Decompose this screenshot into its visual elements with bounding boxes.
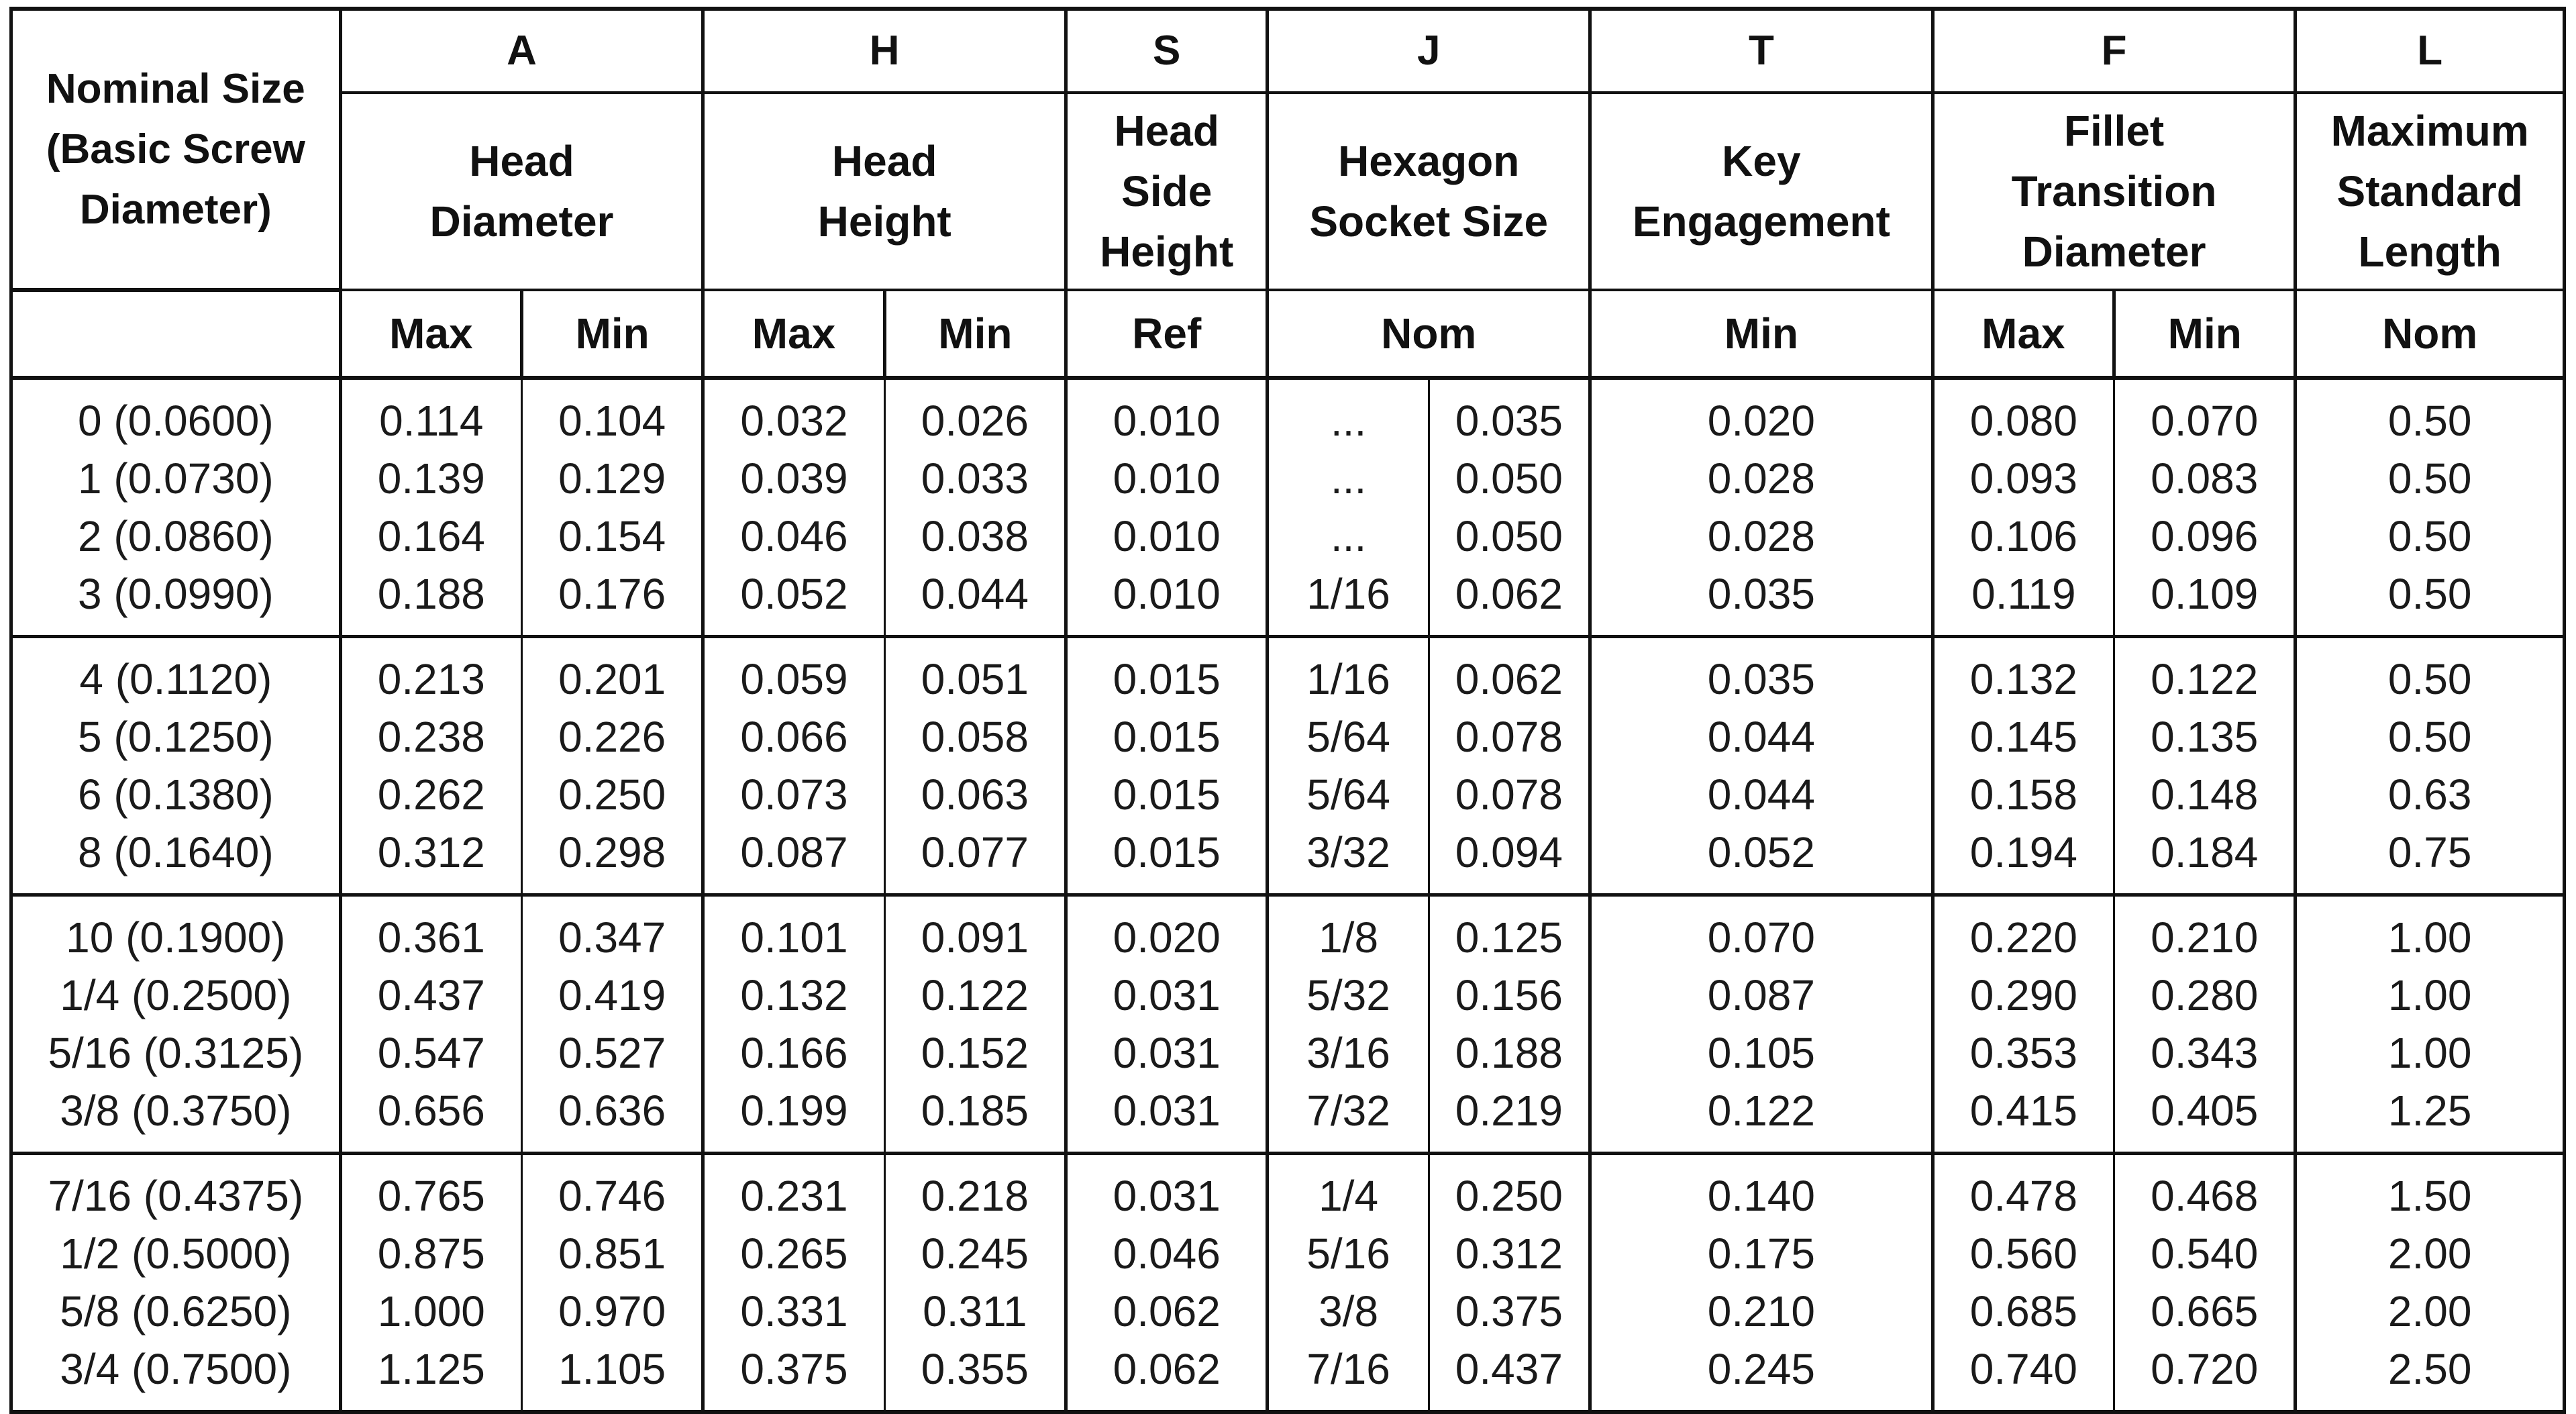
- cell-l-nom: 1.00: [2296, 895, 2565, 967]
- cell-a-max: 0.875: [340, 1225, 521, 1282]
- cell-a-min: 0.129: [521, 450, 703, 507]
- cell-l-nom: 1.00: [2296, 1024, 2565, 1082]
- cell-j-nom: 0.078: [1429, 766, 1590, 823]
- cell-t-min: 0.140: [1590, 1154, 1933, 1225]
- table-row: [11, 823, 2565, 895]
- cell-t-min: 0.028: [1590, 507, 1933, 565]
- table-row: [11, 450, 2565, 507]
- cell-j-fraction: 5/16: [1268, 1225, 1429, 1282]
- cell-s-ref: 0.020: [1066, 895, 1268, 967]
- table-row: [11, 1082, 2565, 1154]
- table-row: [11, 637, 2565, 709]
- cell-a-max: 0.213: [340, 637, 521, 709]
- cell-f-max: 0.080: [1933, 378, 2114, 450]
- cell-h-max: 0.199: [703, 1082, 884, 1154]
- col-letter-t: T: [1590, 9, 1933, 93]
- table-row: [11, 507, 2565, 565]
- col-desc-text: Head Diameter: [429, 137, 614, 246]
- cell-a-max: 0.164: [340, 507, 521, 565]
- cell-f-max: 0.093: [1933, 450, 2114, 507]
- cell-l-nom: 0.75: [2296, 823, 2565, 895]
- cell-l-nom: 0.50: [2296, 637, 2565, 709]
- cell-j-nom: 0.050: [1429, 450, 1590, 507]
- cell-h-min: 0.185: [884, 1082, 1066, 1154]
- cell-a-min: 0.636: [521, 1082, 703, 1154]
- header-description-row: [11, 93, 2565, 290]
- cell-h-min: 0.355: [884, 1340, 1066, 1412]
- table-row: [11, 1340, 2565, 1412]
- cell-h-max: 0.101: [703, 895, 884, 967]
- sub-j-nom: Nom: [1268, 290, 1590, 378]
- cell-f-min: 0.083: [2114, 450, 2296, 507]
- cell-nominal-size: 10 (0.1900): [11, 895, 341, 967]
- cell-j-nom: 0.219: [1429, 1082, 1590, 1154]
- col-letter-j: J: [1268, 9, 1590, 93]
- col-desc-maximum-standard-length: [2296, 93, 2565, 290]
- cell-l-nom: 2.00: [2296, 1225, 2565, 1282]
- cell-j-fraction: 1/4: [1268, 1154, 1429, 1225]
- cell-f-max: 0.132: [1933, 637, 2114, 709]
- cell-l-nom: 2.50: [2296, 1340, 2565, 1412]
- cell-l-nom: 1.25: [2296, 1082, 2565, 1154]
- cell-s-ref: 0.015: [1066, 766, 1268, 823]
- cell-j-fraction: 7/16: [1268, 1340, 1429, 1412]
- col-desc-fillet-transition-diameter: [1933, 93, 2296, 290]
- cell-a-min: 0.419: [521, 966, 703, 1024]
- cell-h-max: 0.052: [703, 565, 884, 637]
- cell-f-max: 0.353: [1933, 1024, 2114, 1082]
- cell-h-max: 0.265: [703, 1225, 884, 1282]
- cell-a-max: 1.000: [340, 1282, 521, 1340]
- cell-nominal-size: 7/16 (0.4375): [11, 1154, 341, 1225]
- cell-f-max: 0.685: [1933, 1282, 2114, 1340]
- cell-h-min: 0.122: [884, 966, 1066, 1024]
- cell-f-max: 0.119: [1933, 565, 2114, 637]
- cell-nominal-size: 5 (0.1250): [11, 708, 341, 766]
- cell-f-min: 0.184: [2114, 823, 2296, 895]
- col-desc-hexagon-socket-size: [1268, 93, 1590, 290]
- cell-a-max: 0.361: [340, 895, 521, 967]
- cell-h-max: 0.375: [703, 1340, 884, 1412]
- cell-t-min: 0.122: [1590, 1082, 1933, 1154]
- cell-f-min: 0.109: [2114, 565, 2296, 637]
- cell-t-min: 0.245: [1590, 1340, 1933, 1412]
- cell-h-max: 0.059: [703, 637, 884, 709]
- col-desc-text: Hexagon Socket Size: [1309, 137, 1549, 246]
- cell-s-ref: 0.031: [1066, 1024, 1268, 1082]
- cell-j-fraction: 5/64: [1268, 708, 1429, 766]
- cell-t-min: 0.044: [1590, 766, 1933, 823]
- table-body: [11, 378, 2565, 1412]
- cell-a-min: 0.746: [521, 1154, 703, 1225]
- cell-f-min: 0.122: [2114, 637, 2296, 709]
- cell-j-nom: 0.125: [1429, 895, 1590, 967]
- cell-nominal-size: 3/8 (0.3750): [11, 1082, 341, 1154]
- table-row: [11, 1225, 2565, 1282]
- cell-t-min: 0.210: [1590, 1282, 1933, 1340]
- cell-a-max: 0.765: [340, 1154, 521, 1225]
- cell-j-nom: 0.078: [1429, 708, 1590, 766]
- cell-j-fraction: 5/64: [1268, 766, 1429, 823]
- cell-h-max: 0.132: [703, 966, 884, 1024]
- cell-h-max: 0.231: [703, 1154, 884, 1225]
- sub-s-ref: Ref: [1066, 290, 1268, 378]
- cell-a-min: 0.250: [521, 766, 703, 823]
- cell-a-min: 0.851: [521, 1225, 703, 1282]
- col-desc-text: Key Engagement: [1632, 137, 1890, 246]
- cell-a-min: 1.105: [521, 1340, 703, 1412]
- cell-h-max: 0.331: [703, 1282, 884, 1340]
- cell-j-fraction: 1/8: [1268, 895, 1429, 967]
- cell-f-min: 0.210: [2114, 895, 2296, 967]
- cell-s-ref: 0.015: [1066, 708, 1268, 766]
- cell-j-nom: 0.437: [1429, 1340, 1590, 1412]
- cell-h-max: 0.066: [703, 708, 884, 766]
- table-row: [11, 1282, 2565, 1340]
- nominal-size-header: [11, 9, 341, 290]
- cell-f-min: 0.070: [2114, 378, 2296, 450]
- cell-s-ref: 0.010: [1066, 378, 1268, 450]
- cell-f-min: 0.096: [2114, 507, 2296, 565]
- cell-l-nom: 0.50: [2296, 507, 2565, 565]
- cell-f-min: 0.148: [2114, 766, 2296, 823]
- cell-j-nom: 0.156: [1429, 966, 1590, 1024]
- sub-l-nom: Nom: [2296, 290, 2565, 378]
- cell-s-ref: 0.015: [1066, 637, 1268, 709]
- cell-t-min: 0.175: [1590, 1225, 1933, 1282]
- cell-a-min: 0.201: [521, 637, 703, 709]
- col-desc-key-engagement: [1590, 93, 1933, 290]
- cell-j-fraction: 5/32: [1268, 966, 1429, 1024]
- cell-s-ref: 0.062: [1066, 1282, 1268, 1340]
- cell-f-min: 0.135: [2114, 708, 2296, 766]
- cell-j-nom: 0.312: [1429, 1225, 1590, 1282]
- cell-a-min: 0.154: [521, 507, 703, 565]
- cell-l-nom: 1.00: [2296, 966, 2565, 1024]
- cell-h-min: 0.033: [884, 450, 1066, 507]
- cell-j-nom: 0.094: [1429, 823, 1590, 895]
- nominal-size-header-spacer: [11, 290, 341, 378]
- cell-f-max: 0.220: [1933, 895, 2114, 967]
- cell-t-min: 0.044: [1590, 708, 1933, 766]
- cell-s-ref: 0.031: [1066, 1154, 1268, 1225]
- cell-f-max: 0.290: [1933, 966, 2114, 1024]
- cell-l-nom: 0.50: [2296, 378, 2565, 450]
- cell-h-min: 0.026: [884, 378, 1066, 450]
- col-desc-text: Maximum Standard Length: [2330, 107, 2529, 276]
- sub-a-max: Max: [340, 290, 521, 378]
- cell-j-fraction: 3/16: [1268, 1024, 1429, 1082]
- cell-s-ref: 0.015: [1066, 823, 1268, 895]
- cell-nominal-size: 3/4 (0.7500): [11, 1340, 341, 1412]
- cell-j-fraction: ...: [1268, 507, 1429, 565]
- cell-l-nom: 0.50: [2296, 450, 2565, 507]
- cell-j-fraction: 3/32: [1268, 823, 1429, 895]
- cell-a-min: 0.347: [521, 895, 703, 967]
- cell-j-nom: 0.050: [1429, 507, 1590, 565]
- table-row: [11, 1024, 2565, 1082]
- cell-a-max: 0.547: [340, 1024, 521, 1082]
- cell-a-min: 0.104: [521, 378, 703, 450]
- sub-f-max: Max: [1933, 290, 2114, 378]
- cell-f-max: 0.560: [1933, 1225, 2114, 1282]
- col-letter-h: H: [703, 9, 1066, 93]
- cell-s-ref: 0.031: [1066, 1082, 1268, 1154]
- cell-nominal-size: 4 (0.1120): [11, 637, 341, 709]
- cell-j-nom: 0.035: [1429, 378, 1590, 450]
- cell-a-max: 0.312: [340, 823, 521, 895]
- cell-f-max: 0.415: [1933, 1082, 2114, 1154]
- cell-h-min: 0.311: [884, 1282, 1066, 1340]
- cell-h-max: 0.087: [703, 823, 884, 895]
- cell-a-max: 0.656: [340, 1082, 521, 1154]
- table-row: [11, 895, 2565, 967]
- cell-l-nom: 0.63: [2296, 766, 2565, 823]
- cell-nominal-size: 2 (0.0860): [11, 507, 341, 565]
- cell-a-min: 0.527: [521, 1024, 703, 1082]
- cell-l-nom: 1.50: [2296, 1154, 2565, 1225]
- cell-h-min: 0.044: [884, 565, 1066, 637]
- cell-h-min: 0.091: [884, 895, 1066, 967]
- cell-s-ref: 0.046: [1066, 1225, 1268, 1282]
- cell-a-max: 0.262: [340, 766, 521, 823]
- table-row: [11, 378, 2565, 450]
- table-row: [11, 766, 2565, 823]
- cell-s-ref: 0.010: [1066, 565, 1268, 637]
- cell-h-max: 0.032: [703, 378, 884, 450]
- cell-f-max: 0.478: [1933, 1154, 2114, 1225]
- header-subheader-row: [11, 290, 2565, 378]
- cell-f-max: 0.158: [1933, 766, 2114, 823]
- cell-s-ref: 0.031: [1066, 966, 1268, 1024]
- cell-a-max: 0.188: [340, 565, 521, 637]
- cell-h-min: 0.058: [884, 708, 1066, 766]
- table-row: [11, 708, 2565, 766]
- cell-j-nom: 0.188: [1429, 1024, 1590, 1082]
- cell-s-ref: 0.010: [1066, 507, 1268, 565]
- cell-t-min: 0.087: [1590, 966, 1933, 1024]
- cell-nominal-size: 0 (0.0600): [11, 378, 341, 450]
- cell-t-min: 0.035: [1590, 637, 1933, 709]
- cell-j-fraction: ...: [1268, 378, 1429, 450]
- cell-l-nom: 2.00: [2296, 1282, 2565, 1340]
- cell-f-min: 0.468: [2114, 1154, 2296, 1225]
- cell-j-nom: 0.062: [1429, 637, 1590, 709]
- cell-nominal-size: 5/8 (0.6250): [11, 1282, 341, 1340]
- cell-t-min: 0.105: [1590, 1024, 1933, 1082]
- cell-a-min: 0.970: [521, 1282, 703, 1340]
- cell-h-min: 0.077: [884, 823, 1066, 895]
- cell-a-min: 0.298: [521, 823, 703, 895]
- cell-s-ref: 0.010: [1066, 450, 1268, 507]
- col-letter-a: A: [340, 9, 703, 93]
- cell-h-min: 0.218: [884, 1154, 1066, 1225]
- cell-h-min: 0.063: [884, 766, 1066, 823]
- col-desc-head-side-height: [1066, 93, 1268, 290]
- cell-f-max: 0.194: [1933, 823, 2114, 895]
- header-letter-row: [11, 9, 2565, 93]
- cell-h-min: 0.038: [884, 507, 1066, 565]
- cell-f-min: 0.280: [2114, 966, 2296, 1024]
- col-letter-s: S: [1066, 9, 1268, 93]
- cell-a-max: 1.125: [340, 1340, 521, 1412]
- cell-t-min: 0.035: [1590, 565, 1933, 637]
- col-letter-f: F: [1933, 9, 2296, 93]
- cell-nominal-size: 1 (0.0730): [11, 450, 341, 507]
- cell-f-min: 0.720: [2114, 1340, 2296, 1412]
- col-desc-text: Head Height: [817, 137, 951, 246]
- cell-l-nom: 0.50: [2296, 708, 2565, 766]
- cell-f-max: 0.740: [1933, 1340, 2114, 1412]
- cell-s-ref: 0.062: [1066, 1340, 1268, 1412]
- cell-j-fraction: 7/32: [1268, 1082, 1429, 1154]
- cell-t-min: 0.070: [1590, 895, 1933, 967]
- cell-f-min: 0.665: [2114, 1282, 2296, 1340]
- dimension-table-container: [9, 7, 2566, 1414]
- cell-nominal-size: 8 (0.1640): [11, 823, 341, 895]
- cell-h-max: 0.073: [703, 766, 884, 823]
- sub-a-min: Min: [521, 290, 703, 378]
- sub-f-min: Min: [2114, 290, 2296, 378]
- col-desc-text: Fillet Transition Diameter: [2011, 107, 2217, 276]
- table-row: [11, 565, 2565, 637]
- cell-nominal-size: 1/4 (0.2500): [11, 966, 341, 1024]
- table-row: [11, 966, 2565, 1024]
- col-letter-l: L: [2296, 9, 2565, 93]
- cell-j-nom: 0.375: [1429, 1282, 1590, 1340]
- col-desc-text: Head Side Height: [1100, 107, 1234, 276]
- cell-a-max: 0.437: [340, 966, 521, 1024]
- cell-h-max: 0.046: [703, 507, 884, 565]
- cell-f-min: 0.405: [2114, 1082, 2296, 1154]
- col-desc-head-height: [703, 93, 1066, 290]
- cell-j-fraction: 3/8: [1268, 1282, 1429, 1340]
- cell-a-max: 0.139: [340, 450, 521, 507]
- cell-a-max: 0.114: [340, 378, 521, 450]
- cell-t-min: 0.028: [1590, 450, 1933, 507]
- cell-j-nom: 0.062: [1429, 565, 1590, 637]
- cell-j-fraction: 1/16: [1268, 637, 1429, 709]
- screw-dimension-table: [9, 7, 2566, 1414]
- cell-l-nom: 0.50: [2296, 565, 2565, 637]
- cell-nominal-size: 6 (0.1380): [11, 766, 341, 823]
- cell-f-max: 0.106: [1933, 507, 2114, 565]
- cell-j-nom: 0.250: [1429, 1154, 1590, 1225]
- cell-a-max: 0.238: [340, 708, 521, 766]
- cell-f-max: 0.145: [1933, 708, 2114, 766]
- cell-j-fraction: ...: [1268, 450, 1429, 507]
- cell-nominal-size: 5/16 (0.3125): [11, 1024, 341, 1082]
- cell-h-max: 0.039: [703, 450, 884, 507]
- cell-a-min: 0.226: [521, 708, 703, 766]
- table-row: [11, 1154, 2565, 1225]
- cell-a-min: 0.176: [521, 565, 703, 637]
- cell-f-min: 0.540: [2114, 1225, 2296, 1282]
- cell-t-min: 0.052: [1590, 823, 1933, 895]
- cell-h-min: 0.152: [884, 1024, 1066, 1082]
- cell-j-fraction: 1/16: [1268, 565, 1429, 637]
- col-desc-head-diameter: [340, 93, 703, 290]
- cell-nominal-size: 1/2 (0.5000): [11, 1225, 341, 1282]
- cell-t-min: 0.020: [1590, 378, 1933, 450]
- cell-nominal-size: 3 (0.0990): [11, 565, 341, 637]
- sub-h-min: Min: [884, 290, 1066, 378]
- sub-h-max: Max: [703, 290, 884, 378]
- cell-f-min: 0.343: [2114, 1024, 2296, 1082]
- table-header: [11, 9, 2565, 378]
- cell-h-min: 0.245: [884, 1225, 1066, 1282]
- cell-h-min: 0.051: [884, 637, 1066, 709]
- nominal-size-header-text: Nominal Size (Basic Screw Diameter): [46, 65, 305, 233]
- sub-t-min: Min: [1590, 290, 1933, 378]
- cell-h-max: 0.166: [703, 1024, 884, 1082]
